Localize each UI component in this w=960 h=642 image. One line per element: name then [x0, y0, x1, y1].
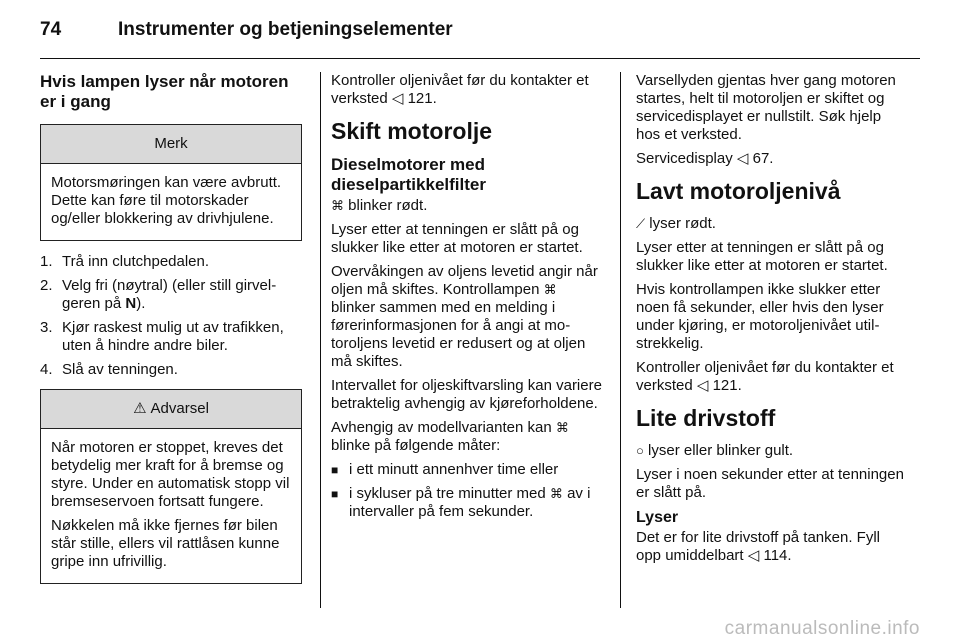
warning-box-title: Advarsel: [150, 400, 209, 417]
column-divider-1: [320, 72, 321, 608]
column-divider-2: [620, 72, 621, 608]
paragraph: Det er for lite drivstoff på tanken. Fyll opp umiddelbart ◁ 114.: [636, 529, 880, 564]
paragraph: ○ lyser eller blinker gult.: [636, 442, 794, 459]
column-2: [331, 72, 603, 527]
paragraph: Lyser etter at tenningen er slått på og slukker like etter at motoren er startet.: [331, 221, 583, 256]
paragraph: ⌘ blinker rødt.: [331, 197, 428, 214]
paragraph: Avhengig av modellvarianten kan ⌘ blinke på følgende måter:: [331, 419, 569, 454]
page-reference[interactable]: 114.: [763, 547, 792, 564]
column-1: [40, 72, 302, 594]
list-item: ■ i sykluser på tre minutter med ⌘ av i intervaller på fem sekunder.: [331, 485, 591, 520]
list-item: 1. Trå inn clutchpedalen.: [40, 253, 210, 270]
page-title: Instrumenter og betjeningselementer: [118, 19, 453, 40]
oil-can-icon: ⌘: [543, 282, 557, 297]
oil-can-icon: ⌘: [555, 420, 569, 435]
list-item: 4. Slå av tenningen.: [40, 361, 178, 378]
fuel-icon: ○: [636, 443, 644, 458]
oil-can-icon: ⌘: [331, 198, 344, 213]
page-header: [40, 10, 453, 50]
warning-text-1: Når motoren er stoppet, kreves det betydelig mer kraft for å bremse og styre. Under en automatisk stopp vil bremseservoen fortsatt fungere.: [51, 439, 290, 510]
bullet-icon: ■: [331, 487, 339, 501]
paragraph: Lyser etter at tenningen er slått på og slukker like etter at motoren er startet.: [636, 239, 888, 274]
paragraph: Kontroller oljenivået før du kontakter et verksted ◁ 121.: [331, 72, 589, 107]
paragraph: Servicedisplay ◁ 67.: [636, 150, 774, 167]
reference-arrow-icon: ◁: [391, 90, 404, 107]
section-heading-lamp-on: Hvis lampen lyser når motoren er i gang: [40, 72, 289, 111]
note-box-title: Merk: [41, 125, 301, 164]
page-number: 74: [40, 19, 62, 40]
page-reference[interactable]: 121.: [712, 377, 742, 394]
header-divider: [40, 58, 920, 59]
page-reference[interactable]: 67.: [752, 150, 774, 167]
subheading-lights: Lyser: [636, 509, 679, 526]
steps-list: [40, 253, 302, 379]
paragraph: ⟋ lyser rødt.: [636, 215, 716, 232]
oil-level-icon: ⟋: [636, 216, 646, 231]
bullet-icon: ■: [331, 463, 339, 477]
paragraph: Hvis kontrollampen ikke slukker etter noen få sekunder, eller hvis den lyser under kjøring, er motoroljenivået utilstrekkelig.: [636, 281, 884, 352]
warning-box: [40, 389, 302, 584]
list-item: 2. Velg fri (nøytral) (eller still girvelgeren på N).: [40, 277, 277, 312]
warning-icon: ⚠: [133, 400, 147, 417]
page-reference[interactable]: 121.: [407, 90, 437, 107]
note-box-body: Motorsmøringen kan være avbrutt. Dette kan føre til motorskader og/eller blokkering av drivhjulene.: [51, 174, 282, 227]
warning-text-2: Nøkkelen må ikke fjernes før bilen står stille, ellers vil rattlåsen kunne gripe inn ufrivillig.: [51, 517, 280, 570]
reference-arrow-icon: ◁: [736, 150, 749, 167]
reference-arrow-icon: ◁: [696, 377, 709, 394]
subheading-diesel: Dieselmotorer med dieselpartikkelfilter: [331, 155, 486, 194]
list-item: 3. Kjør raskest mulig ut av trafikken, uten å hindre andre biler.: [40, 319, 284, 354]
paragraph: Varsellyden gjentas hver gang motoren startes, helt til motoroljen er skiftet og servicedisplayet er nullstilt. Søk hjelp hos et verksted.: [636, 72, 896, 143]
paragraph: Lyser i noen sekunder etter at tenningen er slått på.: [636, 466, 904, 501]
watermark: carmanualsonline.info: [724, 618, 920, 639]
note-box: [40, 124, 302, 241]
oil-can-icon: ⌘: [549, 486, 563, 501]
paragraph: Kontroller oljenivået før du kontakter et verksted ◁ 121.: [636, 359, 894, 394]
paragraph: Intervallet for oljeskiftvarsling kan variere betraktelig avhengig av kjøreforholdene.: [331, 377, 602, 412]
blink-patterns-list: [331, 461, 603, 521]
reference-arrow-icon: ◁: [747, 547, 760, 564]
section-heading-oil-change: Skift motorolje: [331, 118, 493, 144]
column-3: [636, 72, 908, 571]
section-heading-low-oil: Lavt motoroljenivå: [636, 178, 841, 204]
list-item: ■ i ett minutt annenhver time eller: [331, 461, 559, 478]
section-heading-low-fuel: Lite drivstoff: [636, 405, 776, 431]
paragraph: Overvåkingen av oljens levetid angir når oljen må skiftes. Kontrollampen ⌘ blinker sammen med en melding i førerinformasjonen for å angi at motoroljens levetid er redusert og at oljen må skiftes.: [331, 263, 598, 370]
